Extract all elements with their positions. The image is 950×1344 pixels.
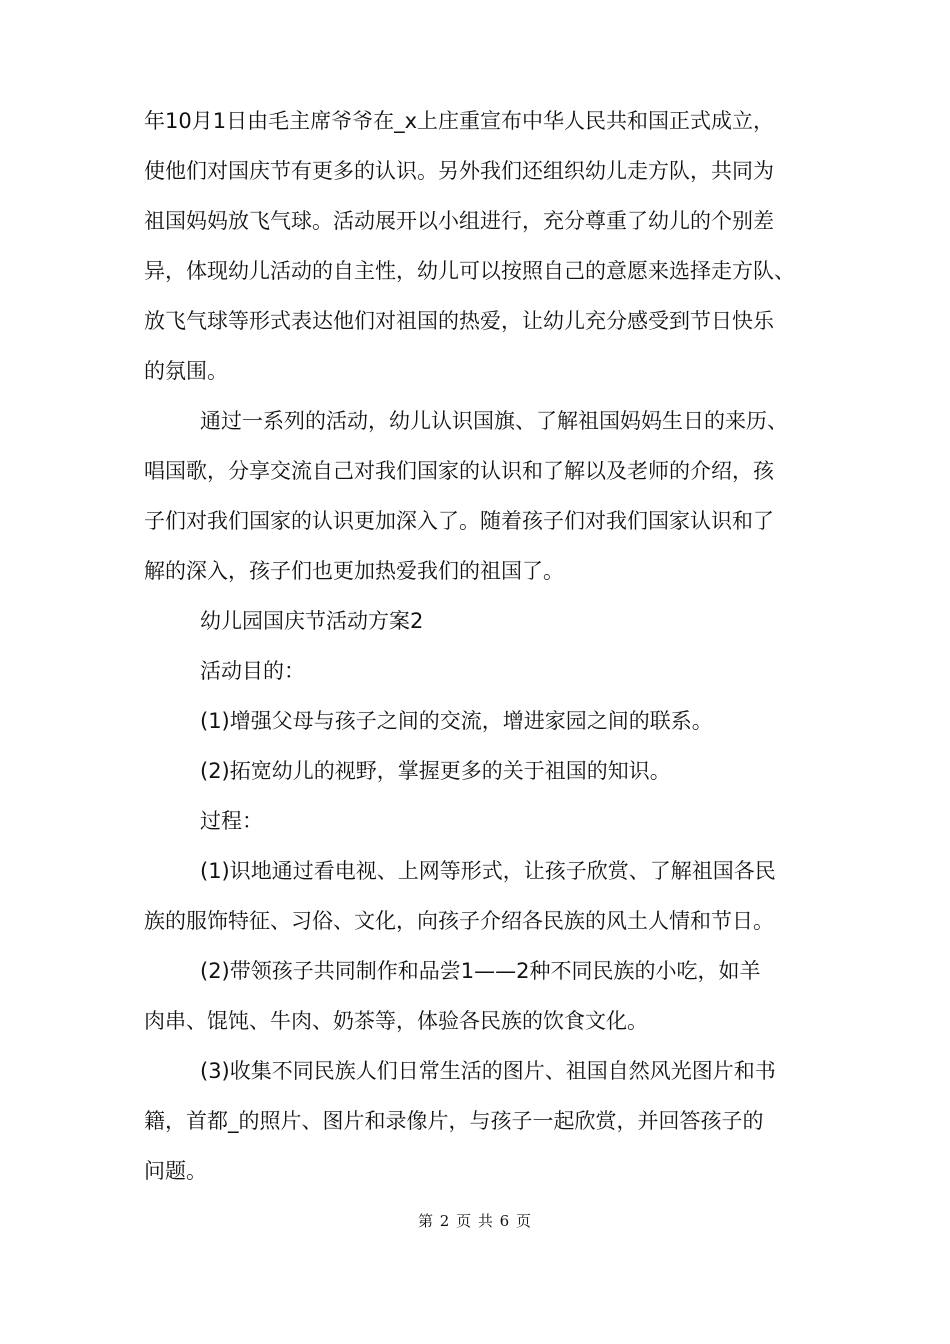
text-line: 异，体现幼儿活动的自主性，幼儿可以按照自己的意愿来选择走方队、: [144, 259, 795, 283]
text-line: 问题。: [144, 1159, 207, 1183]
subheading-process: 过程：: [200, 809, 263, 833]
document-body: [144, 96, 814, 1196]
text-line: 肉串、馄饨、牛肉、奶茶等，体验各民族的饮食文化。: [144, 1009, 648, 1033]
text-line: 子们对我们国家的认识更加深入了。随着孩子们对我们国家认识和了: [144, 509, 774, 533]
process-item-3: (3)收集不同民族人们日常生活的图片、祖国自然风光图片和书: [200, 1059, 776, 1083]
goal-item-2: (2)拓宽幼儿的视野，掌握更多的关于祖国的知识。: [200, 759, 671, 783]
text-line: 放飞气球等形式表达他们对祖国的热爱，让幼儿充分感受到节日快乐: [144, 309, 774, 333]
goal-item-1: (1)增强父母与孩子之间的交流，增进家园之间的联系。: [200, 709, 713, 733]
page-footer: 第 2 页 共 6 页: [418, 1212, 532, 1230]
text-line: 的氛围。: [144, 359, 228, 383]
text-line: 族的服饰特征、习俗、文化，向孩子介绍各民族的风土人情和节日。: [144, 909, 774, 933]
process-item-2: (2)带领孩子共同制作和品尝1——2种不同民族的小吃，如羊: [200, 959, 761, 983]
subheading-goal: 活动目的：: [200, 659, 305, 683]
text-line: 籍，首都_的照片、图片和录像片，与孩子一起欣赏，并回答孩子的: [144, 1109, 764, 1133]
text-line: 解的深入，孩子们也更加热爱我们的祖国了。: [144, 559, 564, 583]
text-line: 年10月1日由毛主席爷爷在_x上庄重宣布中华人民共和国正式成立，: [144, 109, 775, 133]
process-item-1: (1)识地通过看电视、上网等形式，让孩子欣赏、了解祖国各民: [200, 859, 776, 883]
paragraph-start-line: 通过一系列的活动，幼儿认识国旗、了解祖国妈妈生日的来历、: [200, 409, 788, 433]
section-heading: 幼儿园国庆节活动方案2: [200, 609, 424, 633]
text-line: 祖国妈妈放飞气球。活动展开以小组进行，充分尊重了幼儿的个别差: [144, 209, 774, 233]
text-line: 使他们对国庆节有更多的认识。另外我们还组织幼儿走方队，共同为: [144, 159, 774, 183]
text-line: 唱国歌，分享交流自己对我们国家的认识和了解以及老师的介绍，孩: [144, 459, 774, 483]
